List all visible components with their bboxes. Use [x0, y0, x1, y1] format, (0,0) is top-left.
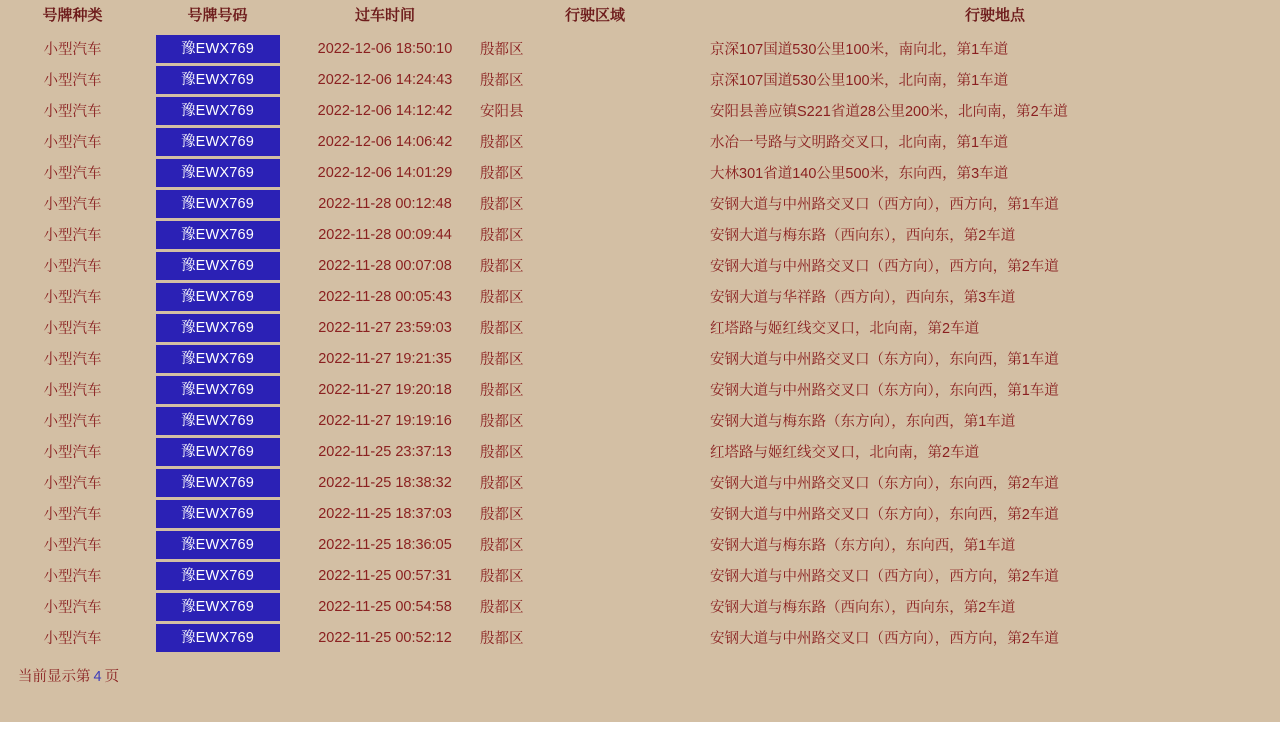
cell-plate-number — [145, 560, 290, 591]
cell-pass-time: 2022-11-28 00:12:48 — [318, 195, 452, 212]
cell-area: 殷都区 — [480, 383, 524, 399]
cell-area: 殷都区 — [480, 166, 524, 182]
cell-pass-time: 2022-11-25 00:54:58 — [318, 598, 452, 615]
cell-area: 殷都区 — [480, 538, 524, 554]
cell-plate-type: 小型汽车 — [43, 166, 102, 182]
plate-badge[interactable]: 豫EWX769 — [156, 407, 280, 435]
table-row[interactable] — [0, 157, 1280, 188]
cell-plate-type: 小型汽车 — [43, 538, 102, 554]
cell-location: 安钢大道与梅东路（东方向），东向西，第1车道 — [710, 538, 1016, 554]
cell-location: 安钢大道与中州路交叉口（西方向），西方向，第2车道 — [710, 631, 1059, 647]
cell-plate-number — [145, 529, 290, 560]
cell-plate-number — [145, 436, 290, 467]
cell-pass-time: 2022-11-25 18:38:32 — [318, 474, 452, 491]
cell-plate-type: 小型汽车 — [43, 631, 102, 647]
table-row[interactable] — [0, 281, 1280, 312]
cell-pass-time: 2022-12-06 14:06:42 — [317, 133, 453, 150]
table-row[interactable] — [0, 467, 1280, 498]
cell-plate-number — [145, 157, 290, 188]
cell-location: 安钢大道与中州路交叉口（东方向），东向西，第1车道 — [710, 383, 1059, 399]
cell-plate-type: 小型汽车 — [43, 321, 102, 337]
table-row[interactable] — [0, 95, 1280, 126]
cell-pass-time: 2022-11-27 19:21:35 — [318, 350, 452, 367]
cell-pass-time: 2022-11-25 18:36:05 — [318, 536, 452, 553]
cell-pass-time: 2022-12-06 14:24:43 — [317, 71, 453, 88]
cell-pass-time: 2022-12-06 14:01:29 — [317, 164, 453, 181]
table-row[interactable] — [0, 374, 1280, 405]
table-row[interactable] — [0, 188, 1280, 219]
cell-location: 安钢大道与梅东路（西向东），西向东，第2车道 — [710, 600, 1016, 616]
cell-pass-time: 2022-12-06 14:12:42 — [317, 102, 453, 119]
cell-plate-type: 小型汽车 — [43, 228, 102, 244]
cell-plate-number — [145, 467, 290, 498]
bottom-strip — [0, 722, 1280, 734]
cell-location: 京深107国道530公里100米，南向北，第1车道 — [710, 42, 1009, 58]
cell-plate-number — [145, 250, 290, 281]
plate-badge[interactable]: 豫EWX769 — [156, 159, 280, 187]
plate-badge[interactable]: 豫EWX769 — [156, 252, 280, 280]
cell-area: 殷都区 — [480, 259, 524, 275]
cell-pass-time: 2022-12-06 18:50:10 — [317, 40, 453, 57]
cell-location: 安钢大道与梅东路（西向东），西向东，第2车道 — [710, 228, 1016, 244]
cell-area: 殷都区 — [480, 507, 524, 523]
table-row[interactable] — [0, 343, 1280, 374]
cell-area: 殷都区 — [480, 321, 524, 337]
cell-location: 安钢大道与中州路交叉口（西方向），西方向，第1车道 — [710, 197, 1059, 213]
table-header-row — [0, 0, 1280, 33]
cell-plate-number — [145, 312, 290, 343]
cell-pass-time: 2022-11-27 23:59:03 — [318, 319, 452, 336]
cell-location: 安钢大道与中州路交叉口（东方向），东向西，第2车道 — [710, 507, 1059, 523]
cell-location: 红塔路与姬红线交叉口，北向南，第2车道 — [710, 445, 980, 461]
cell-plate-type: 小型汽车 — [43, 507, 102, 523]
pagination-status — [0, 665, 1280, 686]
cell-plate-number — [145, 591, 290, 622]
cell-area: 殷都区 — [480, 352, 524, 368]
cell-area: 殷都区 — [480, 42, 524, 58]
cell-pass-time: 2022-11-25 23:37:13 — [318, 443, 452, 460]
cell-location: 安钢大道与中州路交叉口（西方向），西方向，第2车道 — [710, 569, 1059, 585]
table-row[interactable] — [0, 64, 1280, 95]
cell-location: 大林301省道140公里500米，东向西，第3车道 — [710, 166, 1009, 182]
plate-badge[interactable]: 豫EWX769 — [156, 376, 280, 404]
cell-plate-type: 小型汽车 — [43, 290, 102, 306]
cell-plate-type: 小型汽车 — [43, 259, 102, 275]
cell-plate-number — [145, 405, 290, 436]
cell-plate-number — [145, 622, 290, 653]
column-header-pass-time: 过车时间 — [354, 7, 415, 24]
table-body — [0, 33, 1280, 653]
cell-plate-type: 小型汽车 — [43, 445, 102, 461]
cell-location: 安钢大道与中州路交叉口（西方向），西方向，第2车道 — [710, 259, 1059, 275]
cell-plate-type: 小型汽车 — [43, 73, 102, 89]
column-header-plate-type: 号牌种类 — [42, 7, 103, 24]
cell-pass-time: 2022-11-25 18:37:03 — [318, 505, 452, 522]
cell-plate-type: 小型汽车 — [43, 352, 102, 368]
plate-badge[interactable]: 豫EWX769 — [156, 221, 280, 249]
plate-badge[interactable]: 豫EWX769 — [156, 66, 280, 94]
cell-plate-type: 小型汽车 — [43, 476, 102, 492]
table-row[interactable] — [0, 436, 1280, 467]
cell-plate-number — [145, 219, 290, 250]
plate-badge[interactable]: 豫EWX769 — [156, 531, 280, 559]
cell-plate-type: 小型汽车 — [43, 197, 102, 213]
plate-badge[interactable]: 豫EWX769 — [156, 97, 280, 125]
plate-badge[interactable]: 豫EWX769 — [156, 438, 280, 466]
table-row[interactable] — [0, 33, 1280, 64]
cell-area: 殷都区 — [480, 600, 524, 616]
cell-plate-type: 小型汽车 — [43, 569, 102, 585]
cell-plate-number — [145, 374, 290, 405]
cell-plate-number — [145, 126, 290, 157]
cell-location: 京深107国道530公里100米，北向南，第1车道 — [710, 73, 1009, 89]
cell-area: 安阳县 — [480, 104, 524, 120]
cell-area: 殷都区 — [480, 135, 524, 151]
plate-badge[interactable]: 豫EWX769 — [156, 469, 280, 497]
cell-plate-number — [145, 498, 290, 529]
plate-badge[interactable]: 豫EWX769 — [156, 624, 280, 652]
plate-badge[interactable]: 豫EWX769 — [156, 314, 280, 342]
table-row[interactable] — [0, 312, 1280, 343]
cell-plate-number — [145, 188, 290, 219]
cell-area: 殷都区 — [480, 197, 524, 213]
plate-badge[interactable]: 豫EWX769 — [156, 190, 280, 218]
cell-plate-type: 小型汽车 — [43, 42, 102, 58]
cell-area: 殷都区 — [480, 290, 524, 306]
table-header — [0, 0, 1280, 33]
cell-area: 殷都区 — [480, 73, 524, 89]
table-row[interactable] — [0, 529, 1280, 560]
plate-badge[interactable]: 豫EWX769 — [156, 500, 280, 528]
column-header-location: 行驶地点 — [964, 7, 1025, 24]
cell-pass-time: 2022-11-25 00:57:31 — [318, 567, 452, 584]
plate-badge[interactable]: 豫EWX769 — [156, 562, 280, 590]
cell-location: 安钢大道与梅东路（东方向），东向西，第1车道 — [710, 414, 1016, 430]
plate-badge[interactable]: 豫EWX769 — [156, 128, 280, 156]
cell-pass-time: 2022-11-28 00:09:44 — [318, 226, 452, 243]
cell-plate-type: 小型汽车 — [43, 135, 102, 151]
cell-location: 安钢大道与中州路交叉口（东方向），东向西，第1车道 — [710, 352, 1059, 368]
cell-area: 殷都区 — [480, 445, 524, 461]
cell-area: 殷都区 — [480, 569, 524, 585]
pagination-page-number: 4 — [93, 669, 102, 685]
pagination-suffix: 页 — [104, 669, 120, 685]
cell-location: 安钢大道与华祥路（西方向），西向东，第3车道 — [710, 290, 1016, 306]
plate-badge[interactable]: 豫EWX769 — [156, 283, 280, 311]
cell-area: 殷都区 — [480, 414, 524, 430]
cell-pass-time: 2022-11-28 00:07:08 — [318, 257, 452, 274]
table-row[interactable] — [0, 250, 1280, 281]
cell-plate-number — [145, 343, 290, 374]
cell-plate-type: 小型汽车 — [43, 383, 102, 399]
table-row[interactable] — [0, 560, 1280, 591]
plate-badge[interactable]: 豫EWX769 — [156, 345, 280, 373]
cell-plate-number — [145, 281, 290, 312]
cell-pass-time: 2022-11-25 00:52:12 — [318, 629, 452, 646]
cell-location: 水冶一号路与文明路交叉口，北向南，第1车道 — [710, 135, 1009, 151]
table-row[interactable] — [0, 219, 1280, 250]
cell-area: 殷都区 — [480, 228, 524, 244]
cell-pass-time: 2022-11-28 00:05:43 — [318, 288, 452, 305]
column-header-area: 行驶区域 — [564, 7, 625, 24]
cell-plate-number — [145, 64, 290, 95]
cell-plate-type: 小型汽车 — [43, 104, 102, 120]
cell-location: 安钢大道与中州路交叉口（东方向），东向西，第2车道 — [710, 476, 1059, 492]
table-row[interactable] — [0, 126, 1280, 157]
cell-plate-type: 小型汽车 — [43, 600, 102, 616]
cell-plate-number — [145, 95, 290, 126]
cell-area: 殷都区 — [480, 631, 524, 647]
table-row[interactable] — [0, 591, 1280, 622]
cell-area: 殷都区 — [480, 476, 524, 492]
column-header-plate-number: 号牌号码 — [187, 7, 248, 24]
table-row[interactable] — [0, 498, 1280, 529]
cell-location: 安阳县善应镇S221省道28公里200米，北向南，第2车道 — [710, 104, 1068, 120]
pagination-prefix: 当前显示第 — [18, 669, 91, 685]
table-row[interactable] — [0, 405, 1280, 436]
cell-location: 红塔路与姬红线交叉口，北向南，第2车道 — [710, 321, 980, 337]
table-row[interactable] — [0, 622, 1280, 653]
cell-pass-time: 2022-11-27 19:19:16 — [318, 412, 452, 429]
cell-pass-time: 2022-11-27 19:20:18 — [318, 381, 452, 398]
plate-badge[interactable]: 豫EWX769 — [156, 593, 280, 621]
cell-plate-number — [145, 33, 290, 64]
plate-badge[interactable]: 豫EWX769 — [156, 35, 280, 63]
cell-plate-type: 小型汽车 — [43, 414, 102, 430]
